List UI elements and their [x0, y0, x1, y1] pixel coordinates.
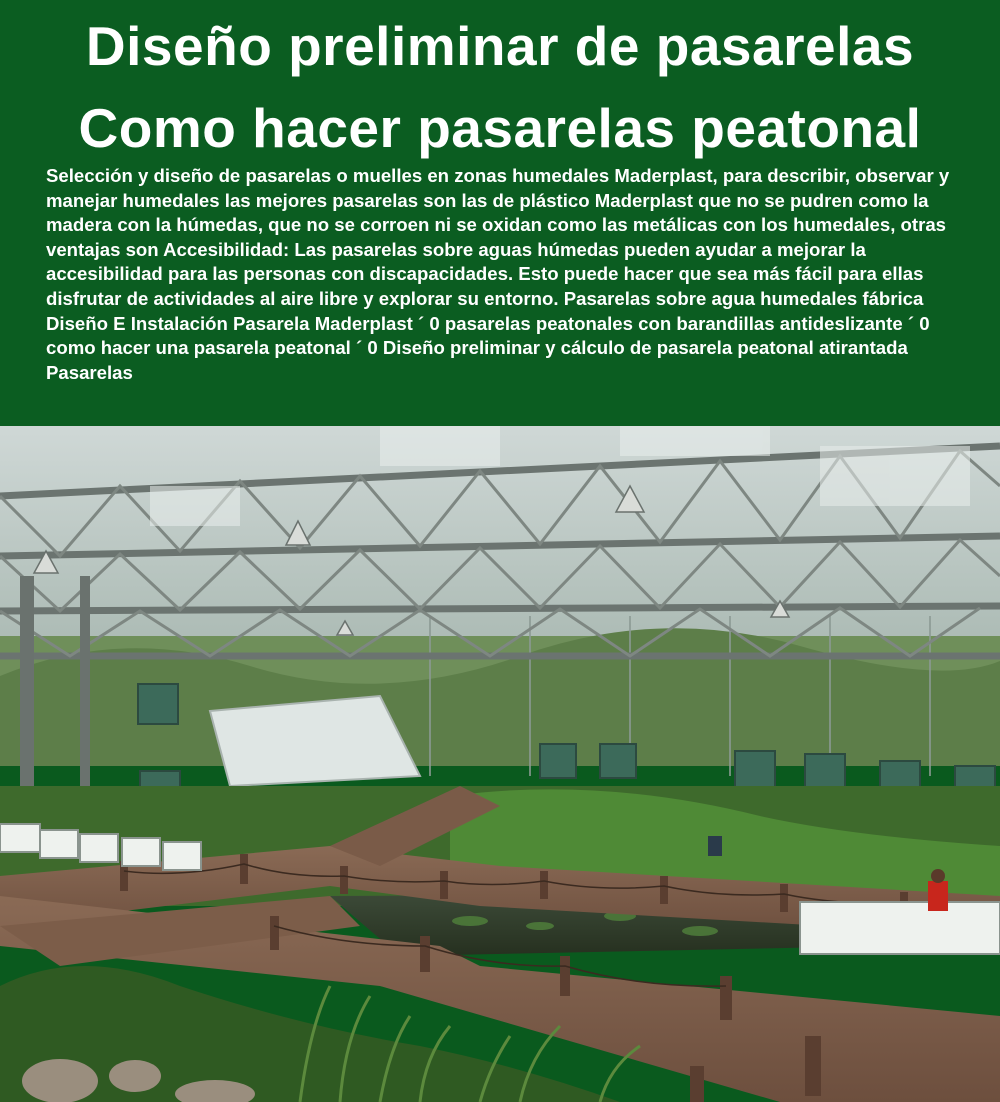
photo-illustration	[0, 426, 1000, 1102]
title-line-1: Diseño preliminar de pasarelas	[85, 15, 915, 77]
greenhouse-walkway-photo	[0, 426, 1000, 1102]
description-text: Selección y diseño de pasarelas o muelles en zonas humedales Maderplast, para describir, observar y manejar humedales las mejores pasarelas son las de plástico Maderplast que no se pudren como la madera con la húmedas, que no se corroen ni se oxidan como las metálicas con los humedales, otras ventajas son Accesibilidad: Las pasarelas sobre aguas húmedas pueden ayudar a mejorar la accesibilidad para las personas con discapacidades. Esto puede hacer que sea más fácil para ellas disfrutar de actividades al aire libre y explorar su entorno. Pasarelas sobre agua humedales fábrica Diseño E Instalación Pasarela Maderplast ´ 0 pasarelas peatonales con barandillas antideslizante ´ 0 como hacer una pasarela peatonal ´ 0 Diseño preliminar y cálculo de pasarela peatonal atirantada Pasarelas	[46, 165, 950, 383]
title-line-2: Como hacer pasarelas peatonal	[78, 97, 922, 159]
header-banner	[0, 0, 1000, 426]
